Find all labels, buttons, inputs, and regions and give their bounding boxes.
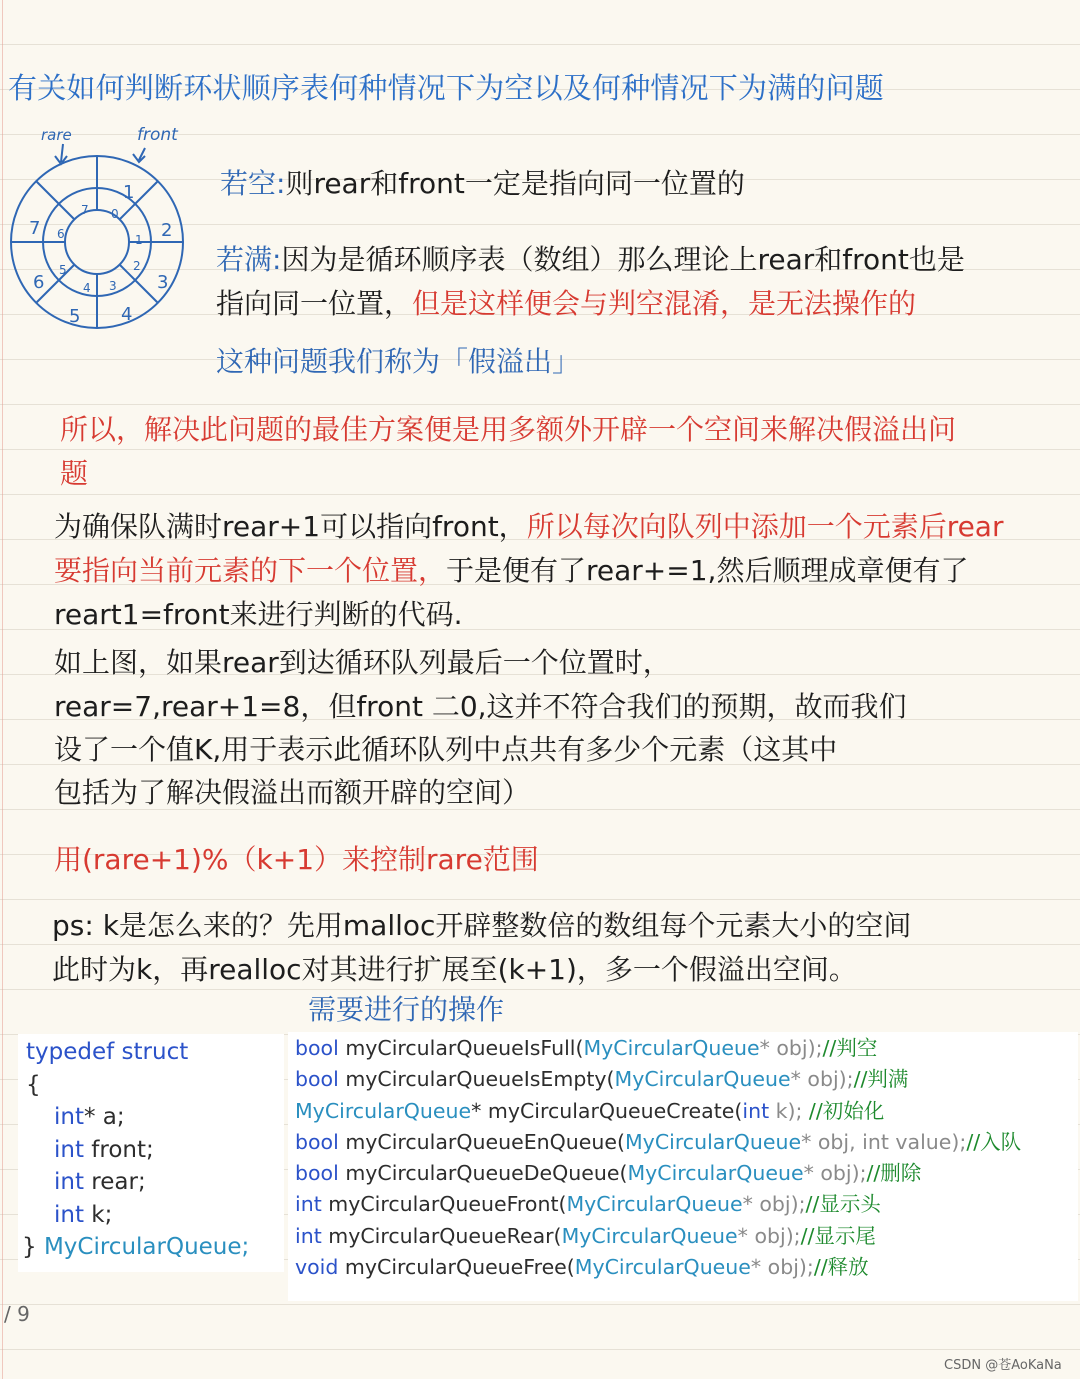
outer-number: 5 xyxy=(69,306,81,327)
code-comment: //显示尾 xyxy=(800,1223,876,1248)
full-case-text-red: 但是这样便会与判空混淆，是无法操作的 xyxy=(412,287,917,320)
explain-text-normal: 于是便有了rear+=1,然后顺理成章便有了 xyxy=(446,554,969,587)
function-line xyxy=(288,1096,1078,1127)
full-case-text: 因为是循环顺序表（数组）那么理论上rear和front也是 xyxy=(281,243,965,276)
code-function-name: myCircularQueueFree( xyxy=(338,1255,575,1280)
code-params: * obj); xyxy=(737,1223,801,1248)
code-field: front; xyxy=(84,1136,154,1163)
example-line1: 如上图，如果rear到达循环队列最后一个位置时， xyxy=(54,646,671,679)
struct-code-block xyxy=(18,1034,284,1272)
code-param-type: int xyxy=(742,1098,770,1123)
code-params: * obj); xyxy=(750,1255,814,1280)
code-comment: //判空 xyxy=(822,1036,878,1060)
code-return-type: bool xyxy=(295,1161,339,1186)
function-line xyxy=(288,1252,1078,1283)
code-function-name: myCircularQueueFront( xyxy=(321,1192,567,1217)
outer-number: 3 xyxy=(157,272,169,293)
empty-case xyxy=(220,162,745,202)
code-type: int xyxy=(54,1104,84,1130)
function-line xyxy=(288,1064,1078,1095)
inner-number: 3 xyxy=(109,279,117,293)
page-indicator: / 9 xyxy=(4,1302,30,1326)
code-function-name: * myCircularQueueCreate( xyxy=(471,1098,743,1123)
explain-text-red: 要指向当前元素的下一个位置， xyxy=(54,554,447,587)
code-function-name: myCircularQueueEnQueue( xyxy=(338,1129,625,1154)
front-label: front xyxy=(137,125,178,145)
code-comment: //删除 xyxy=(866,1161,922,1186)
ops-heading: 需要进行的操作 xyxy=(308,993,505,1026)
code-param-type: MyCircularQueue xyxy=(625,1129,802,1154)
code-comment: //入队 xyxy=(966,1129,1022,1154)
ps-line1: ps: k是怎么来的？先用malloc开辟整数倍的数组每个元素大小的空间 xyxy=(52,909,912,942)
full-case-line1 xyxy=(216,238,965,278)
code-param-type: MyCircularQueue xyxy=(566,1192,743,1217)
code-param-type: MyCircularQueue xyxy=(614,1067,791,1092)
code-params: * obj, int value); xyxy=(801,1129,967,1154)
full-case-label: 若满: xyxy=(216,243,282,276)
code-comment: //显示头 xyxy=(805,1192,881,1217)
explain-line3: reart1=front来进行判断的代码. xyxy=(54,598,463,631)
code-line xyxy=(18,1166,284,1199)
example-line3: 设了一个值K,用于表示此循环队列中点共有多少个元素（这其中 xyxy=(54,733,838,766)
formula-line: 用(rare+1)%（k+1）来控制rare范围 xyxy=(54,843,539,876)
code-line xyxy=(18,1199,284,1232)
code-function-name: myCircularQueueRear( xyxy=(321,1223,562,1248)
explain-text-normal: 为确保队满时rear+1可以指向front， xyxy=(54,510,527,543)
code-type: int xyxy=(54,1201,84,1228)
code-function-name: myCircularQueueIsFull( xyxy=(338,1036,584,1060)
code-type: int xyxy=(54,1136,84,1163)
inner-number: 0 xyxy=(111,207,119,221)
function-line xyxy=(288,1127,1078,1158)
code-brace: } xyxy=(22,1234,37,1260)
code-line: { xyxy=(26,1071,41,1098)
code-function-name: myCircularQueueDeQueue( xyxy=(338,1161,628,1186)
code-return-type: bool xyxy=(295,1067,339,1092)
solution-line2: 题 xyxy=(60,457,89,490)
code-params: k); xyxy=(769,1098,809,1123)
functions-code-block xyxy=(288,1032,1078,1301)
code-comment: //初始化 xyxy=(808,1098,885,1123)
false-overflow-note: 这种问题我们称为「假溢出」 xyxy=(216,345,581,378)
code-params: * obj); xyxy=(803,1161,867,1186)
inner-number: 2 xyxy=(133,259,141,273)
code-struct-name: MyCircularQueue; xyxy=(36,1234,250,1260)
example-line2: rear=7,rear+1=8，但front 二0,这并不符合我们的预期，故而我们 xyxy=(54,690,907,723)
outer-number: 1 xyxy=(123,182,135,203)
code-line xyxy=(18,1036,284,1069)
code-return-type: bool xyxy=(295,1129,339,1154)
function-line xyxy=(288,1189,1078,1220)
solution-line1: 所以，解决此问题的最佳方案便是用多额外开辟一个空间来解决假溢出问 xyxy=(60,413,957,446)
code-line xyxy=(18,1134,284,1167)
explain-text-red: 所以每次向队列中添加一个元素后rear xyxy=(526,510,1004,543)
code-return-type: void xyxy=(295,1255,339,1280)
outer-number: 2 xyxy=(161,220,173,241)
explain-line1 xyxy=(54,505,1003,545)
full-case-line2 xyxy=(216,282,916,322)
code-params: * obj); xyxy=(759,1036,823,1060)
empty-case-text: 则rear和front一定是指向同一位置的 xyxy=(285,167,745,200)
code-field: * a; xyxy=(84,1104,125,1130)
inner-number: 6 xyxy=(57,227,65,241)
inner-number: 4 xyxy=(83,281,91,295)
code-params: * obj); xyxy=(790,1067,854,1092)
code-comment: //释放 xyxy=(813,1255,869,1280)
function-line xyxy=(288,1221,1078,1252)
code-field: k; xyxy=(84,1201,113,1228)
code-param-type: MyCircularQueue xyxy=(627,1161,804,1186)
outer-number: 6 xyxy=(33,272,45,293)
explain-line2 xyxy=(54,549,968,589)
code-keyword: typedef struct xyxy=(26,1039,189,1065)
code-params: * obj); xyxy=(742,1192,806,1217)
code-function-name: myCircularQueueIsEmpty( xyxy=(338,1067,615,1092)
code-return-type: bool xyxy=(295,1036,339,1060)
page-title: 有关如何判断环状顺序表何种情况下为空以及何种情况下为满的问题 xyxy=(8,71,885,105)
empty-case-label: 若空: xyxy=(220,167,286,200)
code-param-type: MyCircularQueue xyxy=(583,1036,760,1060)
code-param-type: MyCircularQueue xyxy=(561,1223,738,1248)
inner-number: 1 xyxy=(135,233,143,247)
inner-number: 7 xyxy=(81,203,89,217)
ps-line2: 此时为k，再realloc对其进行扩展至(k+1)，多一个假溢出空间。 xyxy=(52,953,857,986)
example-line4: 包括为了解决假溢出而额开辟的空间） xyxy=(54,776,531,809)
code-return-type: int xyxy=(295,1192,322,1217)
rare-label: rare xyxy=(41,126,72,144)
code-field: rear; xyxy=(84,1169,146,1195)
code-comment: //判满 xyxy=(853,1067,909,1092)
function-line xyxy=(288,1033,1078,1064)
function-line xyxy=(288,1158,1078,1189)
code-type: int xyxy=(54,1169,84,1195)
code-return-type: int xyxy=(295,1223,322,1248)
circular-queue-diagram xyxy=(5,118,205,346)
full-case-text-normal: 指向同一位置， xyxy=(216,287,413,320)
code-param-type: MyCircularQueue xyxy=(574,1255,751,1280)
code-return-type: MyCircularQueue xyxy=(295,1098,472,1123)
code-line xyxy=(18,1101,284,1134)
outer-number: 4 xyxy=(121,304,133,325)
csdn-watermark: CSDN @苍AoKaNa xyxy=(944,1358,1062,1373)
inner-number: 5 xyxy=(59,263,67,277)
code-line xyxy=(18,1231,284,1264)
outer-number: 7 xyxy=(29,218,41,239)
